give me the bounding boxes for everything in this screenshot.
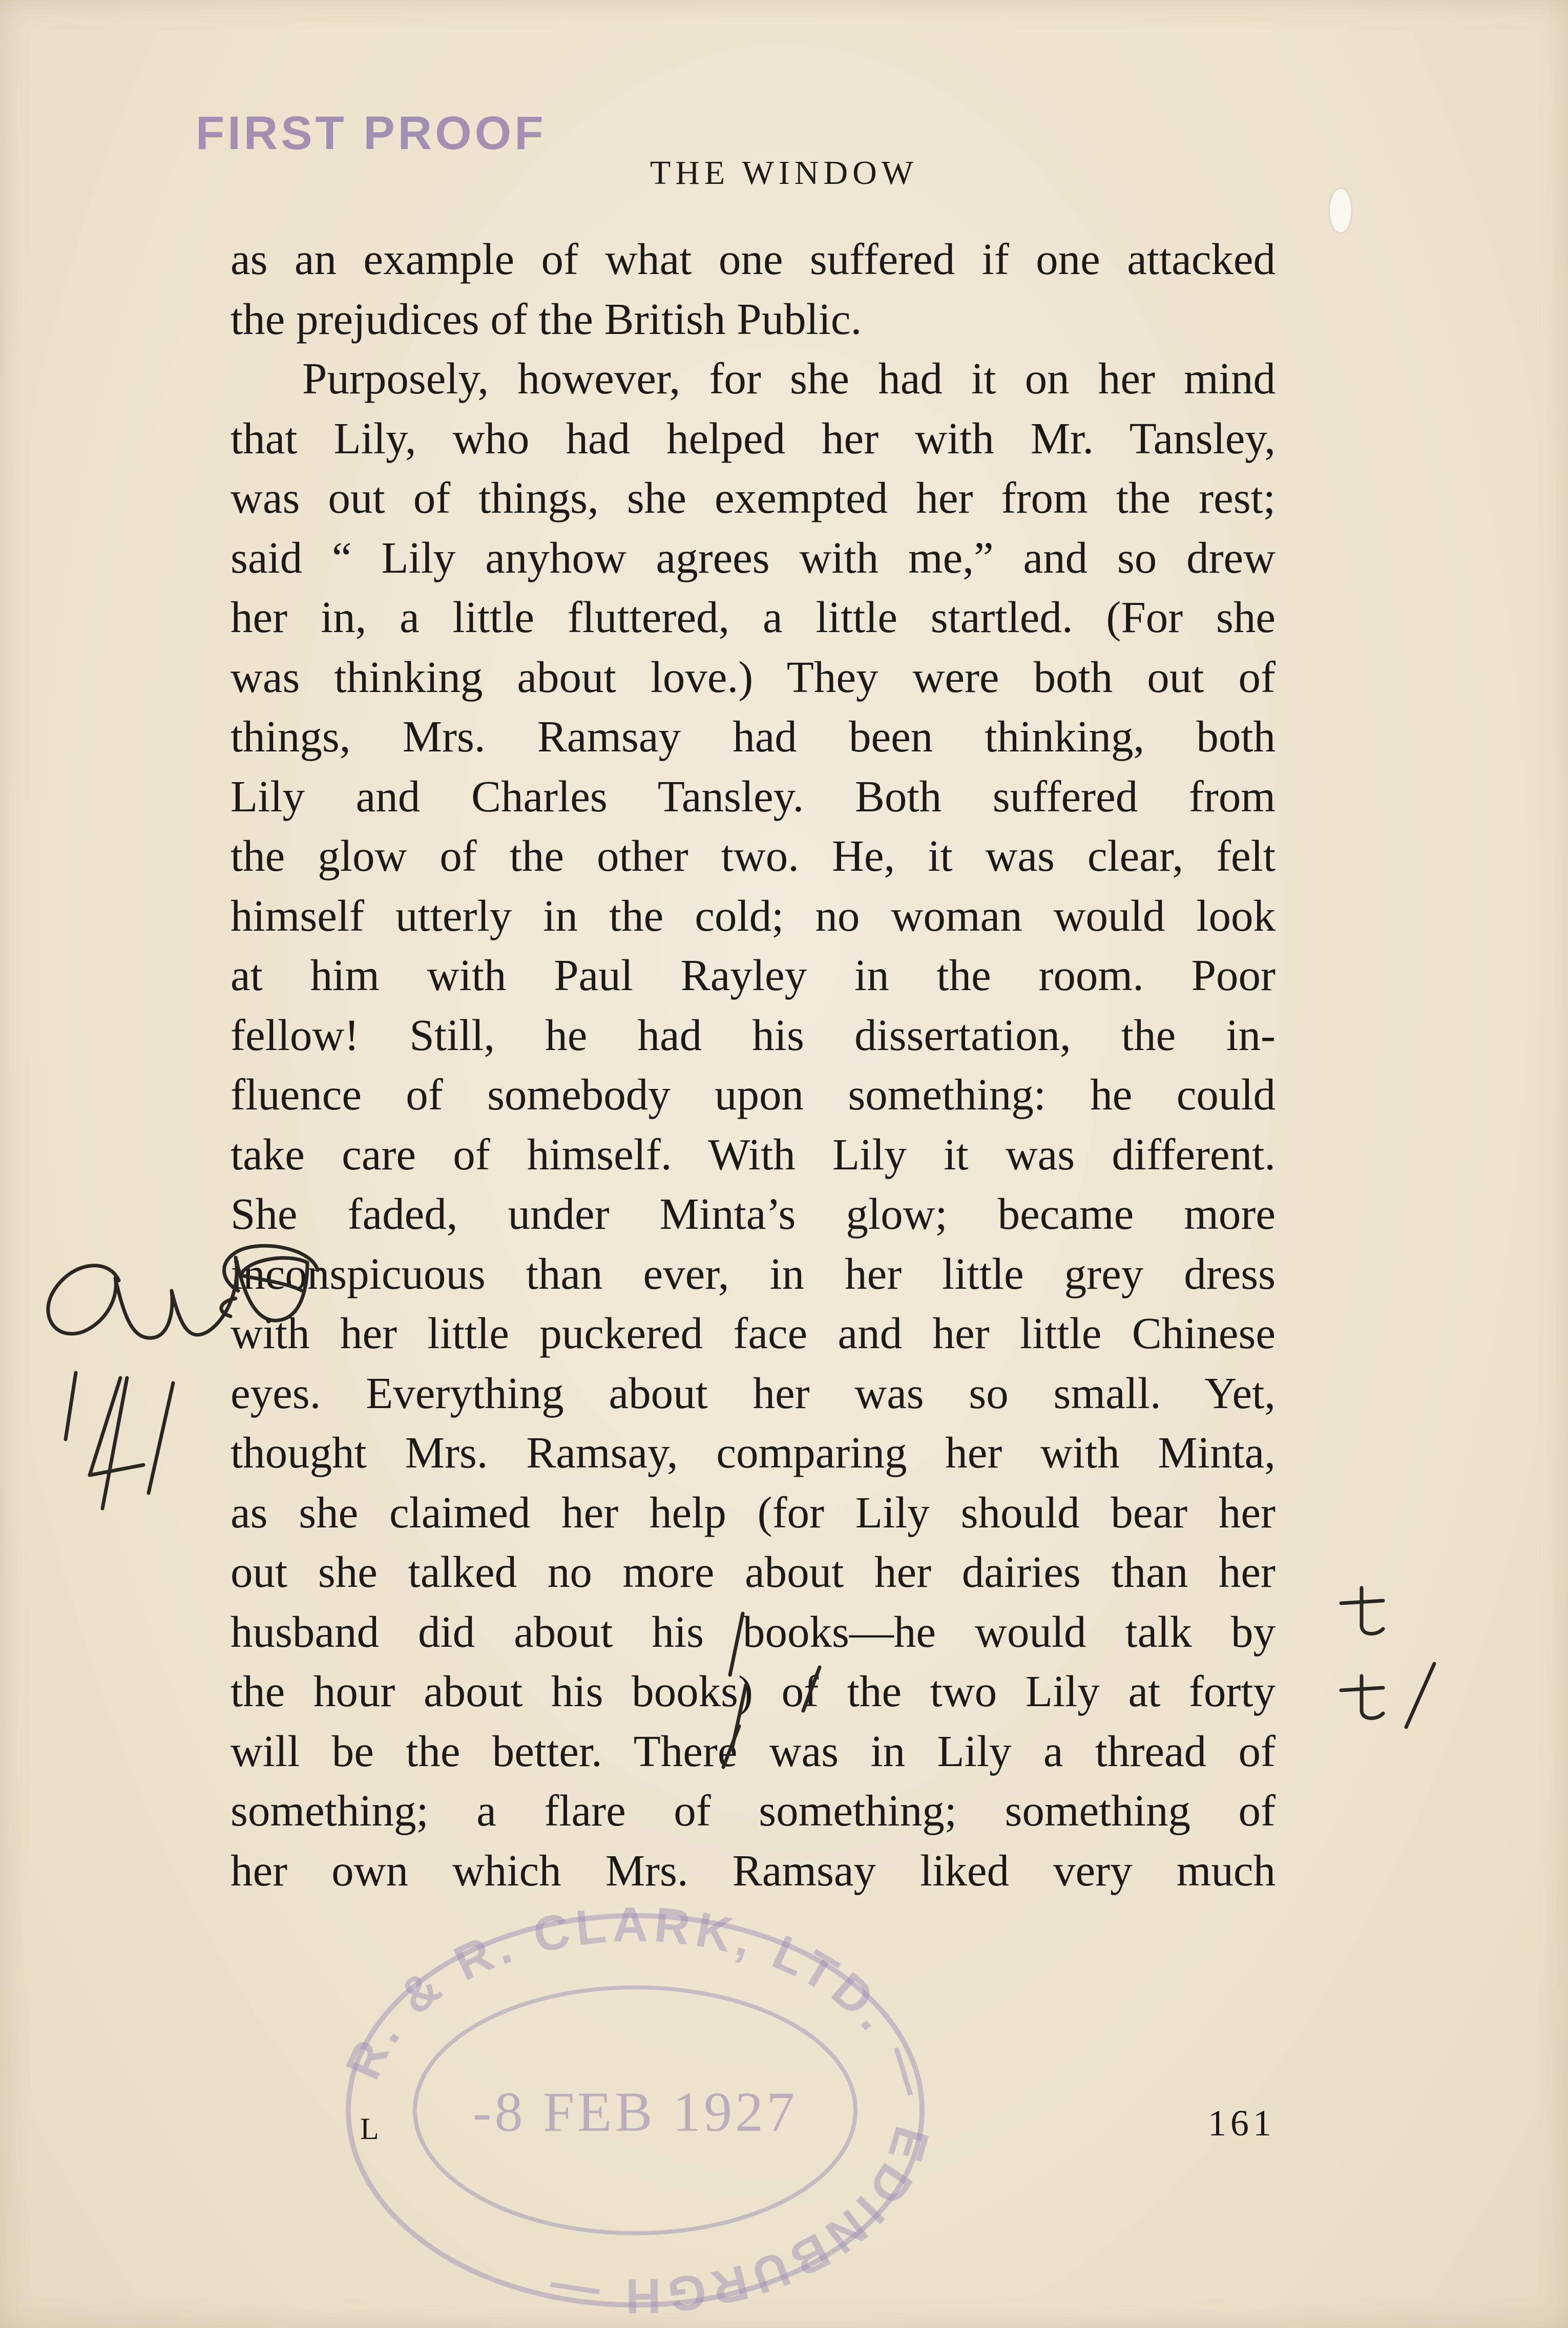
text-line: with her little puckered face and her little Chinese <box>231 1308 1276 1358</box>
text-line: the glow of the other two. He, it was clear, felt <box>231 831 1276 880</box>
text-line: fluence of somebody upon something: he could <box>231 1069 1276 1119</box>
text-line: was thinking about love.) They were both out of <box>231 652 1276 702</box>
stamp-ring-text: R. & R. CLARK, LTD. — EDINBURGH — <box>335 1897 942 2324</box>
svg-text:t <box>0 0 1 1</box>
text-line: out she talked no more about her dairies than her <box>231 1547 1276 1597</box>
text-line: her own which Mrs. Ramsay liked very much <box>231 1845 1276 1895</box>
text-line: fellow! Still, he had his dissertation, the in- <box>231 1010 1276 1060</box>
text-line: as she claimed her help (for Lily should bear her <box>231 1487 1276 1537</box>
text-line: things, Mrs. Ramsay had been thinking, both <box>231 711 1276 761</box>
page-number: 161 <box>1208 2103 1276 2144</box>
text-line: her in, a little fluttered, a little startled. (For she <box>231 592 1276 642</box>
margin-number-mark <box>66 1373 173 1508</box>
text-line: Purposely, however, for she had it on her mind <box>302 353 1276 403</box>
printer-date-stamp <box>328 1895 943 2325</box>
text-line: thought Mrs. Ramsay, comparing her with Minta, <box>231 1428 1276 1477</box>
body-text <box>231 229 1276 1900</box>
text-line: take care of himself. With Lily it was different. <box>231 1129 1276 1179</box>
text-line: himself utterly in the cold; no woman would look <box>231 890 1276 940</box>
text-line: She faded, under Minta’s glow; became more <box>231 1189 1276 1239</box>
svg-text:41 <box>0 0 1 1</box>
text-line: said “ Lily anyhow agrees with me,” and so drew <box>231 532 1276 582</box>
margin-correction-t <box>1341 1588 1434 1727</box>
first-proof-stamp: FIRST PROOF <box>196 107 547 159</box>
text-line: at him with Paul Rayley in the room. Poor <box>231 950 1276 1000</box>
text-line: was out of things, she exempted her from the rest; <box>231 473 1276 522</box>
text-line: the hour about his books) of the two Lily at forty <box>231 1666 1276 1716</box>
text-line: as an example of what one suffered if one attacked <box>231 234 1276 284</box>
text-line: Lily and Charles Tansley. Both suffered from <box>231 771 1276 821</box>
signature-mark: L <box>360 2112 381 2146</box>
text-line: eyes. Everything about her was so small. Yet, <box>231 1368 1276 1418</box>
text-line: inconspicuous than ever, in her little grey dress <box>231 1248 1276 1298</box>
running-head: THE WINDOW <box>650 154 918 192</box>
text-line: will be the better. There was in Lily a thread of <box>231 1726 1276 1776</box>
text-line: husband did about his books—he would talk by <box>231 1606 1276 1656</box>
stamp-date: -8 FEB 1927 <box>472 2081 798 2143</box>
text-line: that Lily, who had helped her with Mr. Tansley, <box>231 413 1276 463</box>
text-line: something; a flare of something; something of <box>231 1786 1276 1835</box>
text-line: the prejudices of the British Public. <box>231 293 862 344</box>
svg-text:t / <box>0 0 1 1</box>
paper-hole <box>1330 188 1351 233</box>
